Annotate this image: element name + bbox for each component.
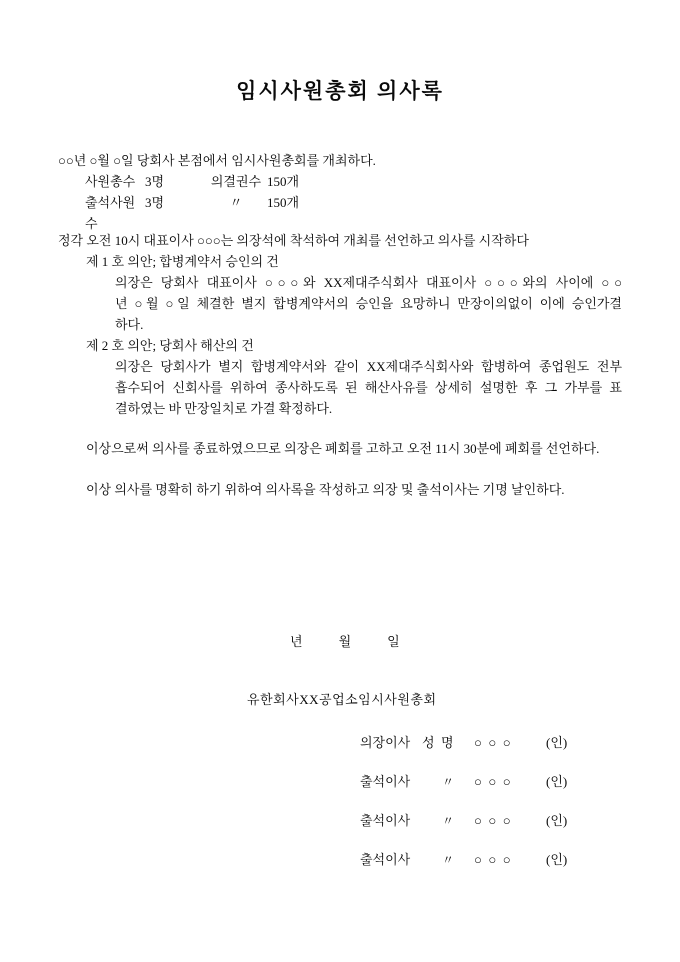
- attendance-value-present-votes: 150개: [267, 195, 300, 210]
- ditto-mark: 〃: [441, 853, 454, 867]
- agenda-1-heading: 제 1 호 의안; 합병계약서 승인의 건: [86, 254, 279, 269]
- attendance-value-present: 3명: [145, 195, 165, 210]
- signature-row-chairman: [360, 735, 567, 751]
- agenda-1-line-2: 년 ○월 ○일 체결한 별지 합병계약서의 승인을 요망하니 만장이의없이 이에 승인가결: [115, 296, 622, 311]
- agenda-2-heading: 제 2 호 의안; 당회사 해산의 건: [86, 338, 254, 353]
- signature-row-director-3: [360, 852, 567, 868]
- signature-role: 출석이사: [360, 774, 411, 789]
- ditto-mark: 〃: [229, 195, 243, 210]
- agenda-2-body: [115, 356, 622, 419]
- signature-name-placeholder: ○ ○ ○: [474, 774, 511, 789]
- signature-name-placeholder: ○ ○ ○: [474, 852, 511, 867]
- signature-block: [360, 735, 567, 891]
- meeting-opening-line: ○○년 ○월 ○일 당회사 본점에서 임시사원총회를 개최하다.: [58, 153, 376, 168]
- signature-row-director-1: [360, 774, 567, 790]
- date-day-label: 일: [387, 634, 400, 649]
- attendance-value-votes: 150개: [267, 174, 300, 189]
- seal-mark: (인): [546, 735, 568, 750]
- date-month-label: 월: [338, 634, 352, 649]
- attendance-row-present: [85, 192, 299, 234]
- agenda-1-line-1: 의장은 당회사 대표이사 ○○○와 XX제대주식회사 대표이사 ○○○와의 사이에 ○○: [115, 275, 622, 290]
- document-title: 임시사원총회 의사록: [236, 79, 444, 103]
- signature-role: 출석이사: [360, 813, 411, 828]
- seal-mark: (인): [546, 852, 568, 867]
- signature-row-director-2: [360, 813, 567, 829]
- agenda-1-line-3: 하다.: [115, 317, 144, 332]
- seal-mark: (인): [546, 813, 568, 828]
- signature-role: 출석이사: [360, 852, 411, 867]
- attendance-label-present: 출석사원수: [85, 195, 136, 231]
- signature-name-label: 성 명: [422, 735, 454, 750]
- agenda-2-line-2: 흡수되어 신회사를 위하여 종사하도록 된 해산사유를 상세히 설명한 후 그 가부를 표: [115, 380, 622, 395]
- call-to-order-line: 정각 오전 10시 대표이사 ○○○는 의장석에 착석하여 개최를 선언하고 의사를 시작하다: [58, 233, 529, 248]
- agenda-2-line-1: 의장은 당회사가 별지 합병계약서와 같이 XX제대주식회사와 합병하여 종업원도 전부: [115, 359, 622, 374]
- attendance-row-total: [85, 171, 299, 192]
- signature-role: 의장이사: [360, 735, 411, 750]
- attendance-label-votes: 의결권수: [210, 174, 262, 189]
- attestation-line: 이상 의사를 명확히 하기 위하여 의사록을 작성하고 의장 및 출석이사는 기명 날인하다.: [86, 482, 565, 497]
- attendance-label-members: 사원총수: [85, 174, 136, 189]
- ditto-mark: 〃: [441, 775, 454, 789]
- agenda-2-line-3: 결하였는 바 만장일치로 가결 확정하다.: [115, 401, 333, 416]
- agenda-1-body: [115, 272, 622, 335]
- signature-name-placeholder: ○ ○ ○: [474, 813, 511, 828]
- signature-name-placeholder: ○ ○ ○: [474, 735, 511, 750]
- adjournment-line: 이상으로써 의사를 종료하였으므로 의장은 폐회를 고하고 오전 11시 30분에 폐회를 선언하다.: [86, 441, 600, 456]
- organization-name: 유한회사XX공업소임시사원총회: [247, 692, 437, 707]
- date-year-label: 년: [290, 634, 303, 649]
- ditto-mark: 〃: [441, 814, 454, 828]
- date-line: [290, 631, 400, 652]
- attendance-value-members: 3명: [145, 174, 165, 189]
- seal-mark: (인): [546, 774, 568, 789]
